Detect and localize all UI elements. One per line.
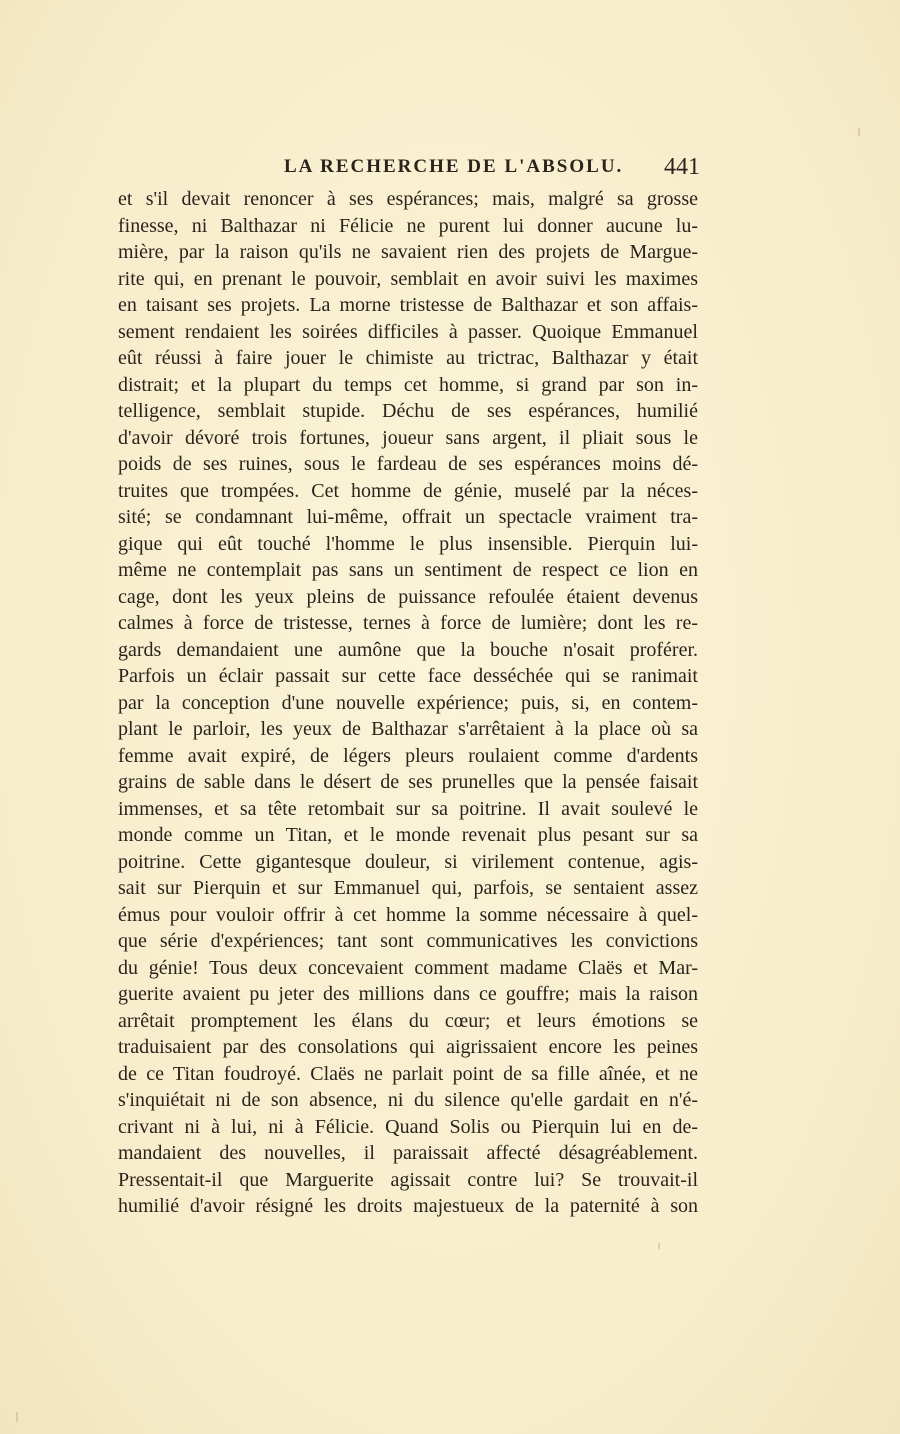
text-line: finesse, ni Balthazar ni Félicie ne purent lui donner aucune lu-	[118, 214, 698, 237]
page-number: 441	[664, 154, 700, 180]
text-line: mière, par la raison qu'ils ne savaient rien des projets de Margue-	[118, 241, 698, 263]
body-text	[118, 186, 698, 1220]
text-line: guerite avaient pu jeter des millions dans ce gouffre; mais la raison	[118, 983, 698, 1005]
text-line: grains de sable dans le désert de ses prunelles que la pensée faisait	[118, 771, 698, 793]
paper-speck	[658, 1243, 660, 1249]
page-header	[118, 150, 700, 184]
text-line: eût réussi à faire jouer le chimiste au trictrac, Balthazar y était	[118, 347, 698, 369]
text-line: d'avoir dévoré trois fortunes, joueur sans argent, il pliait sous le	[118, 426, 698, 449]
text-line: sement rendaient les soirées difficiles à passer. Quoique Emmanuel	[118, 320, 698, 343]
text-line: en taisant ses projets. La morne tristesse de Balthazar et son affais-	[118, 294, 698, 316]
text-line: du génie! Tous deux concevaient comment madame Claës et Mar-	[118, 956, 698, 979]
text-line: crivant ni à lui, ni à Félicie. Quand Solis ou Pierquin lui en de-	[118, 1115, 698, 1138]
running-title: LA RECHERCHE DE L'ABSOLU.	[284, 156, 624, 177]
text-line: calmes à force de tristesse, ternes à force de lumière; dont les re-	[118, 612, 698, 634]
text-line: par la conception d'une nouvelle expérience; puis, si, en contem-	[118, 691, 698, 714]
text-line: que série d'expériences; tant sont communicatives les convictions	[118, 930, 698, 952]
text-line: traduisaient par des consolations qui aigrissaient encore les peines	[118, 1036, 698, 1058]
text-line: même ne contemplait pas sans un sentiment de respect ce lion en	[118, 559, 698, 581]
text-line: émus pour vouloir offrir à cet homme la somme nécessaire à quel-	[118, 903, 698, 926]
paper-speck	[16, 1412, 18, 1422]
text-line: arrêtait promptement les élans du cœur; et leurs émotions se	[118, 1009, 698, 1032]
text-line: plant le parloir, les yeux de Balthazar s'arrêtaient à la place où sa	[118, 718, 698, 740]
text-line: mandaient des nouvelles, il paraissait affecté désagréablement.	[118, 1142, 698, 1164]
text-line: et s'il devait renoncer à ses espérances; mais, malgré sa grosse	[118, 188, 698, 210]
text-line: gards demandaient une aumône que la bouche n'osait proférer.	[118, 638, 698, 661]
text-line: de ce Titan foudroyé. Claës ne parlait point de sa fille aînée, et ne	[118, 1062, 698, 1085]
text-line: rite qui, en prenant le pouvoir, semblait en avoir suivi les maximes	[118, 267, 698, 290]
text-line: humilié d'avoir résigné les droits majestueux de la paternité à son	[118, 1195, 698, 1217]
text-line: s'inquiétait ni de son absence, ni du silence qu'elle gardait en n'é-	[118, 1089, 698, 1111]
paper-speck	[858, 128, 860, 136]
text-line: immenses, et sa tête retombait sur sa poitrine. Il avait soulevé le	[118, 797, 698, 820]
text-line: distrait; et la plupart du temps cet homme, si grand par son in-	[118, 373, 698, 396]
text-line: Parfois un éclair passait sur cette face desséchée qui se ranimait	[118, 665, 698, 687]
text-line: telligence, semblait stupide. Déchu de ses espérances, humilié	[118, 400, 698, 422]
text-line: femme avait expiré, de légers pleurs roulaient comme d'ardents	[118, 744, 698, 767]
text-line: sait sur Pierquin et sur Emmanuel qui, parfois, se sentaient assez	[118, 877, 698, 899]
text-line: monde comme un Titan, et le monde revenait plus pesant sur sa	[118, 824, 698, 846]
text-line: cage, dont les yeux pleins de puissance refoulée étaient devenus	[118, 585, 698, 608]
text-line: Pressentait-il que Marguerite agissait contre lui? Se trouvait-il	[118, 1168, 698, 1191]
text-line: sité; se condamnant lui-même, offrait un spectacle vraiment tra-	[118, 506, 698, 528]
text-line: truites que trompées. Cet homme de génie, muselé par la néces-	[118, 479, 698, 502]
text-line: gique qui eût touché l'homme le plus insensible. Pierquin lui-	[118, 532, 698, 555]
text-line: poitrine. Cette gigantesque douleur, si virilement contenue, agis-	[118, 850, 698, 873]
text-line: poids de ses ruines, sous le fardeau de ses espérances moins dé-	[118, 453, 698, 475]
